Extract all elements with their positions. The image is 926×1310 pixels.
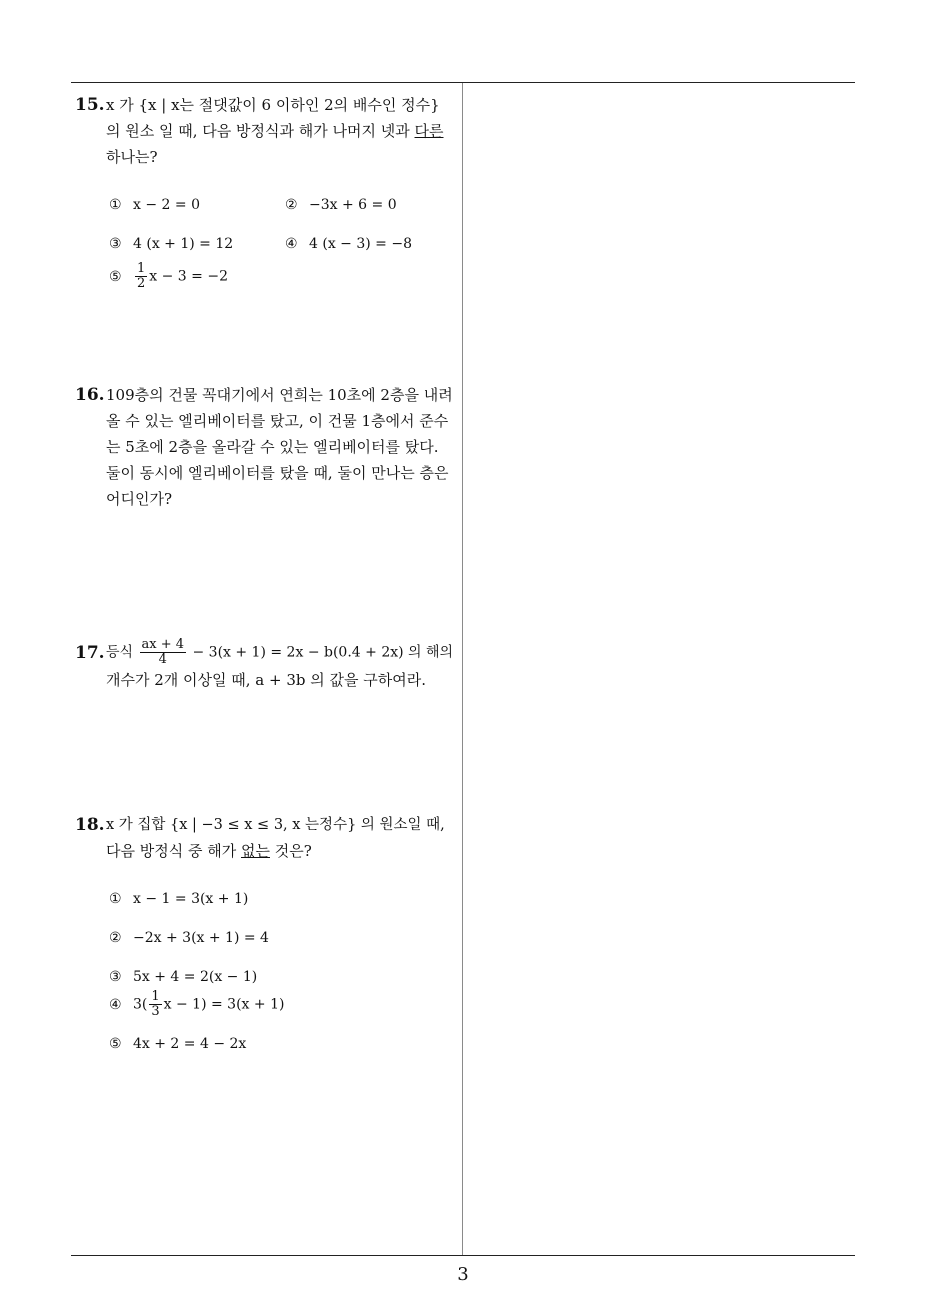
problem-line bbox=[106, 838, 455, 864]
problem-line: 는 5초에 2층을 올라갈 수 있는 엘리베이터를 탔다. bbox=[106, 438, 439, 456]
choice-marker: ⑤ bbox=[109, 1036, 122, 1052]
choice-marker: ② bbox=[109, 930, 122, 946]
problem-text bbox=[106, 382, 455, 512]
choice-marker: ② bbox=[285, 197, 298, 213]
fraction-numerator: 1 bbox=[137, 261, 146, 276]
emphasis-underlined: 없는 bbox=[241, 842, 270, 860]
problem-line bbox=[106, 638, 455, 667]
choice-1[interactable] bbox=[109, 886, 248, 912]
choice-text: 4x + 2 = 4 − 2x bbox=[133, 1036, 247, 1052]
problem-line-text: 다음 방정식 중 해가 bbox=[106, 842, 241, 860]
problem-17 bbox=[75, 638, 455, 693]
emphasis-underlined: 다른 bbox=[414, 122, 444, 140]
choice-marker: ① bbox=[109, 891, 122, 907]
problem-line bbox=[106, 118, 455, 144]
problem-text bbox=[106, 92, 455, 170]
choice-text: −2x + 3(x + 1) = 4 bbox=[133, 930, 269, 946]
column-divider bbox=[462, 83, 463, 1256]
problem-number: 16. bbox=[75, 385, 105, 405]
choice-5[interactable] bbox=[109, 1031, 246, 1057]
choice-marker: ③ bbox=[109, 236, 122, 252]
choice-5[interactable] bbox=[109, 262, 228, 291]
footer-rule bbox=[71, 1255, 855, 1256]
choice-marker: ① bbox=[109, 197, 122, 213]
problem-number: 17. bbox=[75, 643, 105, 663]
choice-text: x − 2 = 0 bbox=[133, 197, 200, 213]
choice-marker: ④ bbox=[109, 996, 122, 1013]
problem-line: 109층의 건물 꼭대기에서 연희는 10초에 2층을 내려 bbox=[106, 386, 453, 404]
problem-line: 개수가 2개 이상일 때, a + 3b 의 값을 구하여라. bbox=[106, 671, 427, 689]
choice-text: 5x + 4 = 2(x − 1) bbox=[133, 969, 258, 985]
problem-line: x 가 집합 {x | −3 ≤ x ≤ 3, x 는정수} 의 원소일 때, bbox=[106, 817, 445, 833]
choice-1[interactable] bbox=[109, 192, 200, 218]
problem-line-text: 것은? bbox=[269, 842, 312, 860]
problem-line: 하나는? bbox=[106, 148, 158, 166]
problem-line: 올 수 있는 엘리베이터를 탔고, 이 건물 1층에서 준수 bbox=[106, 412, 449, 430]
fraction-denominator: 2 bbox=[137, 276, 146, 291]
problem-line: 어디인가? bbox=[106, 490, 173, 508]
choice-4[interactable] bbox=[285, 231, 412, 257]
fraction-denominator: 3 bbox=[151, 1004, 160, 1019]
fraction-numerator: ax + 4 bbox=[141, 637, 185, 652]
problem-line-text: 등식 bbox=[106, 644, 134, 661]
fraction bbox=[149, 990, 161, 1019]
choice-list bbox=[109, 886, 455, 1066]
problem-line: x 가 {x | x는 절댓값이 6 이하인 2의 배수인 정수} bbox=[106, 96, 440, 114]
choice-3[interactable] bbox=[109, 964, 257, 990]
choice-text: x − 1 = 3(x + 1) bbox=[133, 891, 249, 907]
problem-18 bbox=[75, 812, 455, 1066]
choice-4[interactable] bbox=[109, 990, 284, 1019]
choice-text: −3x + 6 = 0 bbox=[309, 197, 397, 213]
choice-2[interactable] bbox=[285, 192, 397, 218]
choice-marker: ③ bbox=[109, 969, 122, 985]
fraction-numerator: 1 bbox=[151, 989, 160, 1004]
fraction bbox=[140, 638, 187, 667]
choice-text: x − 1) = 3(x + 1) bbox=[163, 996, 285, 1013]
problem-15 bbox=[75, 92, 455, 302]
problem-number: 15. bbox=[75, 95, 105, 115]
choice-list bbox=[109, 192, 455, 302]
problem-text bbox=[106, 812, 455, 864]
equation-text: − 3(x + 1) = 2x − b(0.4 + 2x) 의 해의 bbox=[192, 644, 454, 661]
choice-marker: ⑤ bbox=[109, 268, 122, 285]
fraction bbox=[135, 262, 147, 291]
problem-text bbox=[106, 638, 455, 693]
choice-marker: ④ bbox=[285, 236, 298, 252]
choice-3[interactable] bbox=[109, 231, 233, 257]
choice-2[interactable] bbox=[109, 925, 269, 951]
header-rule bbox=[71, 82, 855, 83]
problem-16 bbox=[75, 382, 455, 512]
choice-text: 4 (x + 1) = 12 bbox=[133, 236, 234, 252]
problem-line: 둘이 동시에 엘리베이터를 탔을 때, 둘이 만나는 층은 bbox=[106, 464, 449, 482]
choice-text: 4 (x − 3) = −8 bbox=[309, 236, 412, 252]
choice-text: x − 3 = −2 bbox=[149, 268, 228, 285]
page-number: 3 bbox=[457, 1264, 469, 1285]
fraction-denominator: 4 bbox=[158, 652, 167, 667]
problem-number: 18. bbox=[75, 815, 105, 835]
choice-text: 3( bbox=[133, 996, 148, 1013]
problem-line-text: 의 원소 일 때, 다음 방정식과 해가 나머지 넷과 bbox=[106, 122, 415, 140]
